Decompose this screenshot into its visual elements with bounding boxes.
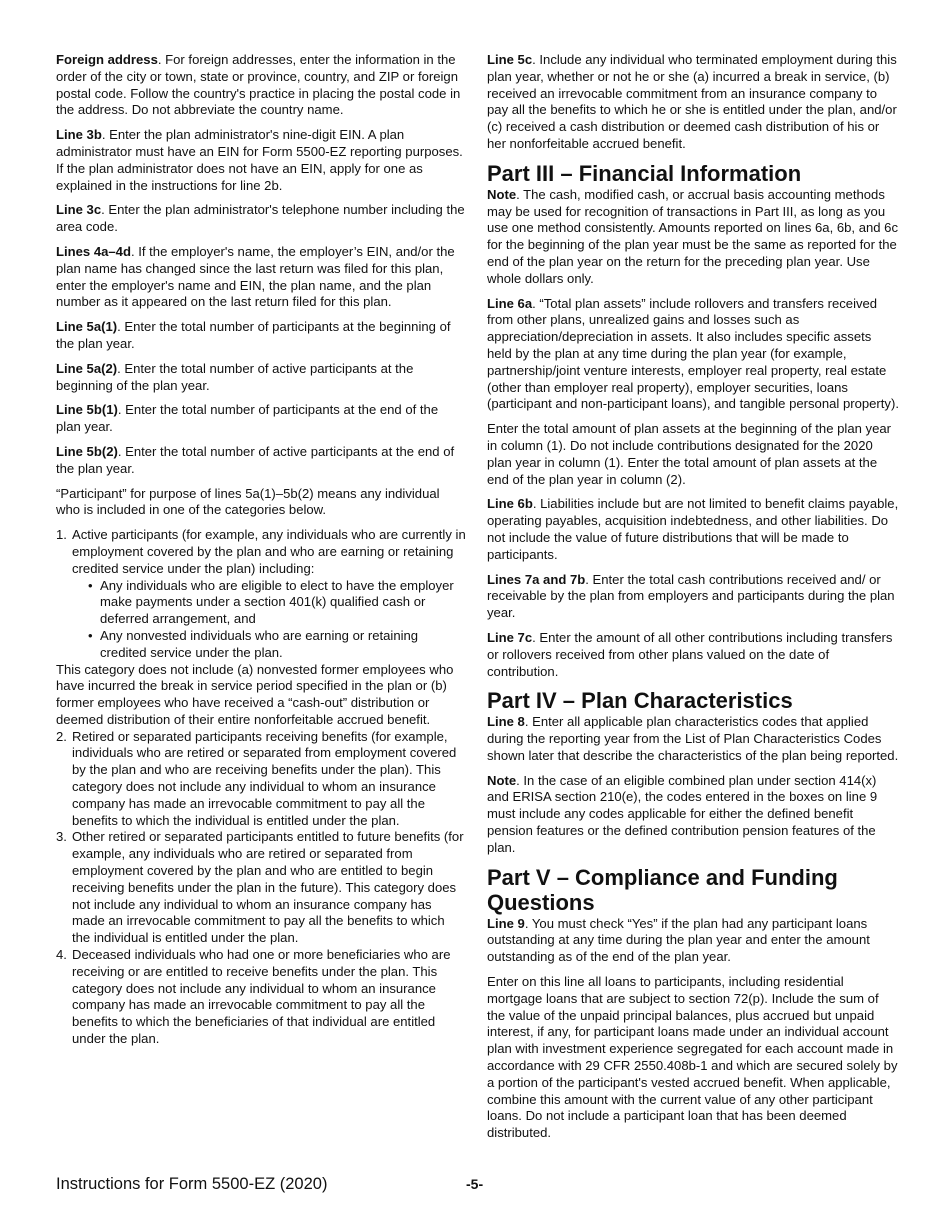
paragraph-note-accounting <box>487 187 899 288</box>
page-footer <box>56 1174 899 1194</box>
footer-document-title: Instructions for Form 5500-EZ (2020) <box>56 1175 328 1193</box>
list-item-active-participants <box>56 527 466 661</box>
bullet-icon: • <box>88 577 93 593</box>
bullet-item <box>72 628 466 662</box>
list-item-text: Active participants (for example, any individuals who are currently in employment covered by the plan and who are earning or retaining credited service under the plan) including: <box>72 527 466 576</box>
term-foreign-address: Foreign address <box>56 52 158 67</box>
text-line-3c: . Enter the plan administrator's telephone number including the area code. <box>56 202 465 235</box>
paragraph-line-5b2 <box>56 444 466 478</box>
right-column <box>487 52 899 1150</box>
text-line-6a: . “Total plan assets” include rollovers and transfers received from other plans, unrealized gains and losses such as appreciation/depreciation in assets. It also includes specific assets held by the plan at any time during the plan year (for example, partnership/joint venture interests, employer real property, real estate (other than employer real property), employer securities, loans (participant and non-participant loans), and tangible personal property). <box>487 295 899 412</box>
left-column <box>56 52 466 1048</box>
paragraph-line-5a2 <box>56 361 466 395</box>
heading-part-iv: Part IV – Plan Characteristics <box>487 688 793 714</box>
term-line-5a1: Line 5a(1) <box>56 319 118 335</box>
paragraph-line-6a <box>487 296 899 414</box>
term-line-9: Line 9 <box>487 915 525 931</box>
paragraph-total-plan-assets: Enter the total amount of plan assets at the beginning of the plan year in column (1). Do not include contributions designated for the 2020 plan year in column (1). Enter the total amount of plan assets at the end of the plan year in column (2). <box>487 421 891 487</box>
text-line-9: . You must check “Yes” if the plan had any participant loans outstanding at any time during the plan year and enter the amount outstanding as of the end of the plan year. <box>487 915 870 965</box>
text-line-5c: . Include any individual who terminated employment during this plan year, whether or not he or she (a) incurred a break in service, (b) received an irrevocable commitment from an insurance company to pay all the benefits to which he or she is entitled under the plan, and/or (c) received a cash distribution or deemed cash distribution of his or her nonforfeitable accrued benefit. <box>487 52 897 151</box>
text-line-7c: . Enter the amount of all other contributions including transfers or rollovers received from other plans valued on the date of contribution. <box>487 629 893 679</box>
term-line-3c: Line 3c <box>56 202 102 218</box>
footer-page-number: -5- <box>466 1176 484 1192</box>
paragraph-foreign-address <box>56 52 466 119</box>
bullet-item <box>72 578 466 628</box>
term-line-8: Line 8 <box>487 714 525 730</box>
term-line-5b1: Line 5b(1) <box>56 402 118 418</box>
bullet-text: Any nonvested individuals who are earning or retaining credited service under the plan. <box>100 627 419 660</box>
text-note-combined-plan: . In the case of an eligible combined plan under section 414(x) and ERISA section 210(e), the codes entered in the boxes on line 9 must include any codes applicable for either the defined benefit pension features or the defined contribution pension features of the plan. <box>487 772 878 855</box>
list-item-text: Other retired or separated participants entitled to future benefits (for example, any individuals who are retired or separated from employment covered by the plan and who are entitled to begin receiving benefits under the plan in the future). This category does not include any individual to whom an insurance company has made an irrevocable commitment to pay all the benefits to which the individual is entitled under the plan. <box>72 829 464 946</box>
term-line-5b2: Line 5b(2) <box>56 443 118 459</box>
list-item-text: Retired or separated participants receiving benefits (for example, individuals who are retired or separated from employment covered by the plan and who are receiving benefits under the plan). This category does not include any individual to whom an insurance company has made an irrevocable commitment to pay all the benefits to which the individual is entitled under the plan. <box>72 728 457 828</box>
list-number: 2. <box>56 728 67 744</box>
term-note: Note <box>487 772 517 788</box>
paragraph-note-combined-plan <box>487 773 899 857</box>
paragraph-line-6b <box>487 496 899 563</box>
term-line-6b: Line 6b <box>487 496 533 512</box>
paragraph-line-9 <box>487 916 899 966</box>
heading-part-iii: Part III – Financial Information <box>487 160 802 186</box>
paragraph-line-3c <box>56 202 466 236</box>
text-lines-4a-4d: . If the employer's name, the employer’s EIN, and/or the plan name has changed since the last return was filed for this plan, enter the employer's name and EIN, the plan name, and the plan number as it appeared on the last return filed for this plan. <box>56 243 455 310</box>
term-note: Note <box>487 186 517 202</box>
participant-categories-list <box>56 527 466 661</box>
term-line-6a: Line 6a <box>487 295 533 311</box>
term-line-5c: Line 5c <box>487 52 533 67</box>
text-line-5a1: . Enter the total number of participants at the beginning of the plan year. <box>56 319 451 351</box>
text-foreign-address: . For foreign addresses, enter the information in the order of the city or town, state or province, country, and ZIP or foreign postal code. Follow the country's practice in placing the postal code in the address. Do not abbreviate the country name. <box>56 52 461 118</box>
term-line-3b: Line 3b <box>56 127 102 143</box>
paragraph-line-8 <box>487 714 899 764</box>
list-number: 3. <box>56 829 67 845</box>
text-line-6b: . Liabilities include but are not limited to benefit claims payable, operating payables, acquisition indebtedness, and other liabilities. Do not include the value of future distributions that will be made to participants. <box>487 496 899 562</box>
active-participants-bullets <box>72 578 466 662</box>
participant-categories-list-continued <box>56 729 466 1048</box>
text-line-5a2: . Enter the total number of active participants at the beginning of the plan year. <box>56 360 414 393</box>
paragraph-line-3b <box>56 127 466 194</box>
paragraph-line-7c <box>487 630 899 680</box>
heading-part-v: Part V – Compliance and Funding Questions <box>487 864 838 915</box>
paragraph-lines-4a-4d <box>56 244 466 311</box>
bullet-icon: • <box>88 627 93 643</box>
list-item-retired-receiving <box>56 729 466 830</box>
text-line-5b2: . Enter the total number of active participants at the end of the plan year. <box>56 443 455 476</box>
paragraph-participant-loans: Enter on this line all loans to participants, including residential mortgage loans that are subject to section 72(p). Include the sum of the value of the unpaid principal balances, plus accrued but unpaid interest, if any, for participant loans made under an individual account plan with investment experience segregated for each account made in accordance with 29 CFR 2550.408b-1 and which are secured solely by a portion of the participant's vested accrued benefit. When applicable, combine this amount with the current value of any other participant loans. Do not include a participant loan that has been deemed distributed. <box>487 974 898 1141</box>
paragraph-line-5b1 <box>56 402 466 436</box>
bullet-text: Any individuals who are eligible to elect to have the employer make payments under a section 401(k) qualified cash or deferred arrangement, and <box>100 577 454 627</box>
text-line-5b1: . Enter the total number of participants at the end of the plan year. <box>56 402 439 435</box>
text-lines-7a-7b: . Enter the total cash contributions received and/ or receivable by the plan from employers and participants during the plan year. <box>487 571 895 621</box>
paragraph-lines-7a-7b <box>487 572 899 622</box>
paragraph-line-5c <box>487 52 899 153</box>
paragraph-participant-definition: “Participant” for purpose of lines 5a(1)–5b(2) means any individual who is included in one of the categories below. <box>56 485 440 518</box>
text-line-3b: . Enter the plan administrator's nine-digit EIN. A plan administrator must have an EIN for Form 5500-EZ reporting purposes. If the plan administrator does not have an EIN, apply for one as explained in the instructions for line 2b. <box>56 127 463 193</box>
text-note-accounting: . The cash, modified cash, or accrual basis accounting methods may be used for recognition of transactions in Part III, as long as you use one method consistently. Amounts reported on lines 6a, 6b, and 6c for the beginning of the plan year must be the same as reported for the end of the plan year on the return for the preceding plan year. Use whole dollars only. <box>487 186 899 286</box>
list-number: 4. <box>56 947 67 963</box>
list-number: 1. <box>56 527 67 543</box>
list-item-deceased <box>56 947 466 1048</box>
term-line-5a2: Line 5a(2) <box>56 360 118 376</box>
term-lines-7a-7b: Lines 7a and 7b <box>487 571 586 587</box>
list-item-retired-future <box>56 829 466 947</box>
term-lines-4a-4d: Lines 4a–4d <box>56 243 131 259</box>
text-line-8: . Enter all applicable plan characteristics codes that applied during the reporting year from the List of Plan Characteristics Codes shown later that describe the characteristics of the plan being reported. <box>487 714 899 763</box>
paragraph-line-5a1 <box>56 319 466 353</box>
paragraph-category-exclusion: This category does not include (a) nonvested former employees who have incurred the break in service period specified in the plan or (b) former employees who have received a “cash-out” distribution or deemed distribution of their entire nonforfeitable accrued benefit. <box>56 661 454 727</box>
term-line-7c: Line 7c <box>487 629 533 645</box>
list-item-text: Deceased individuals who had one or more beneficiaries who are receiving or are entitled to receive benefits under the plan. This category does not include any individual to whom an insurance company has made an irrevocable commitment to pay all the benefits to which the beneficiaries of that individual are entitled under the plan. <box>72 947 451 1047</box>
